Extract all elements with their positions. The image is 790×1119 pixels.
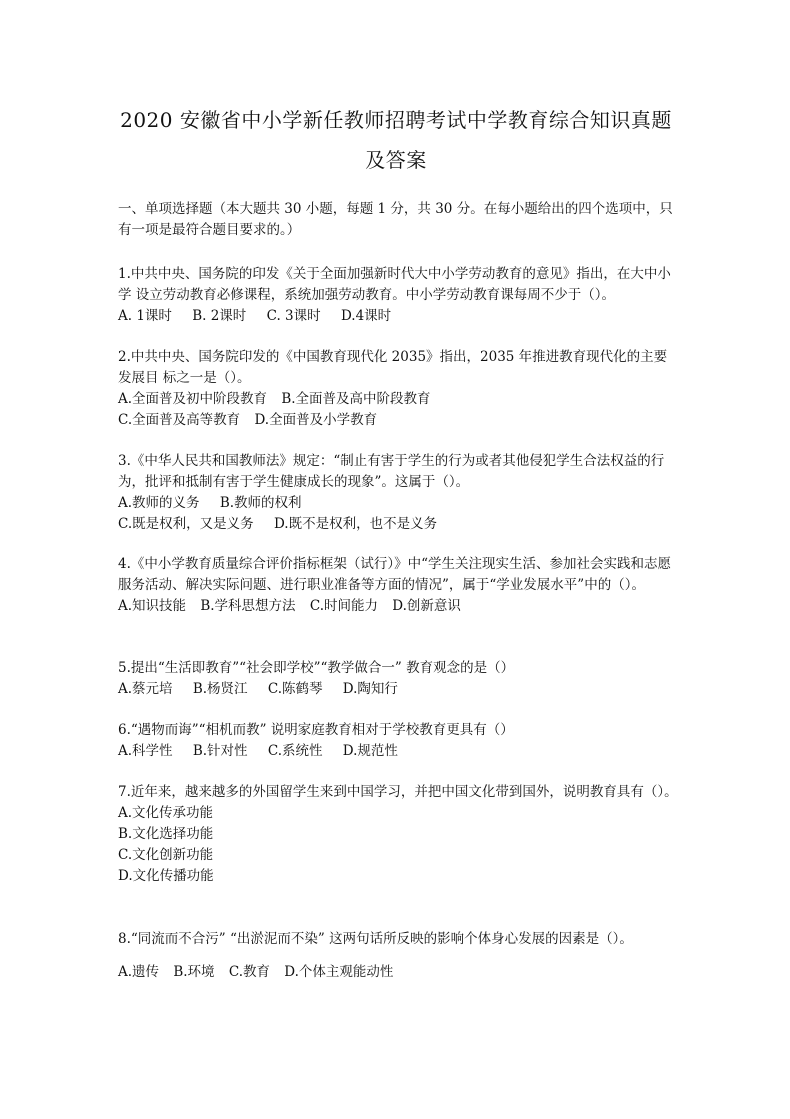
question-stem: 3.《中华人民共和国教师法》规定：“制止有害于学生的行为或者其他侵犯学生合法权益的行为，批评和抵制有害于学生健康成长的现象”。这属于（）。 [118,453,665,490]
options-line [118,514,678,535]
option-c: C. 3课时 [266,308,321,324]
question-8 [118,929,678,983]
option-b: B.全面普及高中阶段教育 [281,391,431,407]
question-stem: 6.“遇物而诲”“相机而教” 说明家庭教育相对于学校教育更具有（） [118,722,514,738]
options-line [118,741,678,762]
option-d: D.文化传播功能 [118,868,214,884]
option-d: D.全面普及小学教育 [254,412,378,428]
options-line [118,493,678,514]
option-b: B.针对性 [192,743,248,759]
question-stem: 5.提出“生活即教育”“社会即学校”“教学做合一” 教育观念的是（） [118,660,515,676]
question-stem: 1.中共中央、国务院的印发《关于全面加强新时代大中小学劳动教育的意见》指出，在大中小学 设立劳动教育必修课程，系统加强劳动教育。中小学劳动教育课每周不少于（）。 [118,266,671,303]
option-a: A.科学性 [118,743,173,759]
option-d: D.创新意识 [392,598,461,614]
question-6 [118,720,678,762]
options-line [118,679,678,700]
option-d: D.个体主观能动性 [284,964,394,980]
options-line [118,962,678,983]
option-c: C.时间能力 [309,598,378,614]
question-2 [118,347,678,431]
option-d: D.规范性 [342,743,398,759]
question-5 [118,658,678,700]
section-heading: 一、单项选择题（本大题共 30 小题，每题 1 分，共 30 分。在每小题给出的四个选项中，只 有一项是最符合题目要求的。） [118,201,673,238]
option-a: A.知识技能 [118,598,187,614]
option-b: B.文化选择功能 [118,826,214,842]
options-line [118,306,678,327]
option-b: B.学科思想方法 [200,598,296,614]
option-c: C.全面普及高等教育 [118,412,241,428]
option-c: C.既是权利，又是义务 [118,516,254,532]
question-stem: 7.近年来，越来越多的外国留学生来到中国学习，并把中国文化带到国外，说明教育具有（）。 [118,784,678,800]
options-line [118,410,678,431]
option-d: D.4课时 [340,308,392,324]
option-b: B.杨贤江 [192,681,248,697]
option-c: C.系统性 [267,743,323,759]
option-a: A.遗传 [118,964,160,980]
question-stem: 2.中共中央、国务院印发的《中国教育现代化 2035》指出，2035 年推进教育现代化的主要发展目 标之一是（）。 [118,349,668,386]
option-a: A. 1课时 [118,308,172,324]
question-stem: 8.“同流而不合污” “出淤泥而不染” 这两句话所反映的影响个体身心发展的因素是（）。 [118,931,633,947]
option-a: A.教师的义务 [118,495,200,511]
option-a: A.全面普及初中阶段教育 [118,391,268,407]
question-4 [118,554,678,617]
document-title: 2020 安徽省中小学新任教师招聘考试中学教育综合知识真题及答案 [120,108,672,172]
options-line [118,389,678,410]
question-7 [118,782,678,887]
options-line [118,596,678,617]
option-b: B.环境 [173,964,215,980]
question-stem: 4.《中小学教育质量综合评价指标框架（试行）》中“学生关注现实生活、参加社会实践和志愿 服务活动、解决实际问题、进行职业准备等方面的情况”，属于“学业发展水平”中的（）。 [118,556,672,593]
question-1 [118,264,678,327]
option-b: B. 2课时 [192,308,247,324]
option-c: C.文化创新功能 [118,847,214,863]
option-d: D.陶知行 [342,681,398,697]
question-3 [118,451,678,535]
option-c: C.陈鹤琴 [267,681,323,697]
option-d: D.既不是权利，也不是义务 [273,516,438,532]
option-b: B.教师的权利 [219,495,302,511]
option-c: C.教育 [228,964,270,980]
option-a: A.蔡元培 [118,681,173,697]
option-a: A.文化传承功能 [118,805,214,821]
